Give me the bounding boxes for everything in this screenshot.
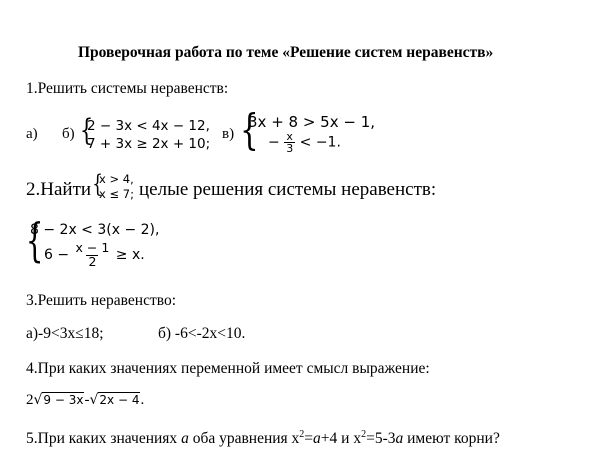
task1-v-minus: − (268, 134, 280, 151)
task4-minus: - (84, 392, 90, 408)
task5-var-a: a (181, 430, 189, 448)
task2-line2-post: ≥ x. (115, 247, 145, 263)
task2-frac-num: x − 1 (75, 240, 110, 255)
task4-expression (26, 392, 144, 409)
task2-line1: 8 − 2x < 3(x − 2), (30, 222, 160, 238)
sqrt2: √2x − 4 (89, 392, 140, 408)
task1-v-label: в) (222, 126, 235, 142)
task5-sup1: 2 (299, 429, 305, 440)
task2-line2 (44, 242, 145, 268)
task4-label: 4.При каких значениях переменной имеет смысл выражение: (26, 360, 430, 377)
task1-b-line2: 7 + 3x ≥ 2x + 10; (87, 136, 211, 152)
task2-frac-den: 2 (88, 253, 97, 269)
task2-line2-pre: 6 − (44, 247, 70, 263)
task1-b-brace: { (79, 113, 94, 148)
page-title: Проверочная работа по теме «Решение систем неравенств» (78, 44, 494, 61)
task2-text: целые решения системы неравенств: (139, 179, 437, 200)
task2-small-line2: x ≤ 7; (99, 187, 134, 201)
task1-b-label: б) (62, 126, 75, 142)
task5-p2: оба уравнения x (188, 430, 300, 448)
task1-v-frac-den: 3 (286, 142, 294, 155)
task4-end: . (140, 392, 145, 408)
task1-v-rest: < −1. (299, 134, 341, 151)
task2-system-brace: { (25, 213, 44, 267)
task5-p1: 5.При каких значениях (26, 430, 182, 448)
task2-small-line1: x > 4, (99, 172, 134, 186)
task2-small-brace: { (92, 170, 103, 198)
task5-sup2: 2 (361, 429, 367, 440)
task5-text (26, 429, 500, 448)
task5-p6: имеют корни? (403, 430, 500, 448)
task3-a: а)-9<3x≤18; (26, 325, 104, 342)
task5-p3: = (304, 430, 314, 448)
task1-v-line1: 3x + 8 > 5x − 1, (248, 113, 376, 131)
task5-var-a2: a (313, 430, 321, 448)
radicand2: 2x − 4 (99, 393, 140, 407)
task1-a-label: а) (26, 126, 38, 142)
task3-b: б) -6<-2x<10. (158, 325, 246, 342)
task1-label: 1.Решить системы неравенств: (26, 80, 229, 97)
sqrt1: √9 − 3x (33, 392, 84, 408)
task1-v-fraction (284, 131, 295, 154)
task4-coef: 2 (26, 392, 34, 408)
task1-v-frac-num: x (286, 130, 293, 143)
task2-fraction (74, 242, 112, 268)
task1-v-line2 (268, 131, 341, 154)
task5-var-a3: a (395, 430, 404, 448)
task1-v-brace: { (240, 105, 259, 154)
radicand1: 9 − 3x (43, 393, 84, 407)
task3-label: 3.Решить неравенство: (26, 292, 176, 309)
task2-prefix: 2.Найти (26, 179, 92, 200)
task5-p5: =5-3 (366, 430, 396, 448)
task5-p4: +4 и x (320, 430, 362, 448)
task1-b-line1: 2 − 3x < 4x − 12, (87, 118, 210, 134)
